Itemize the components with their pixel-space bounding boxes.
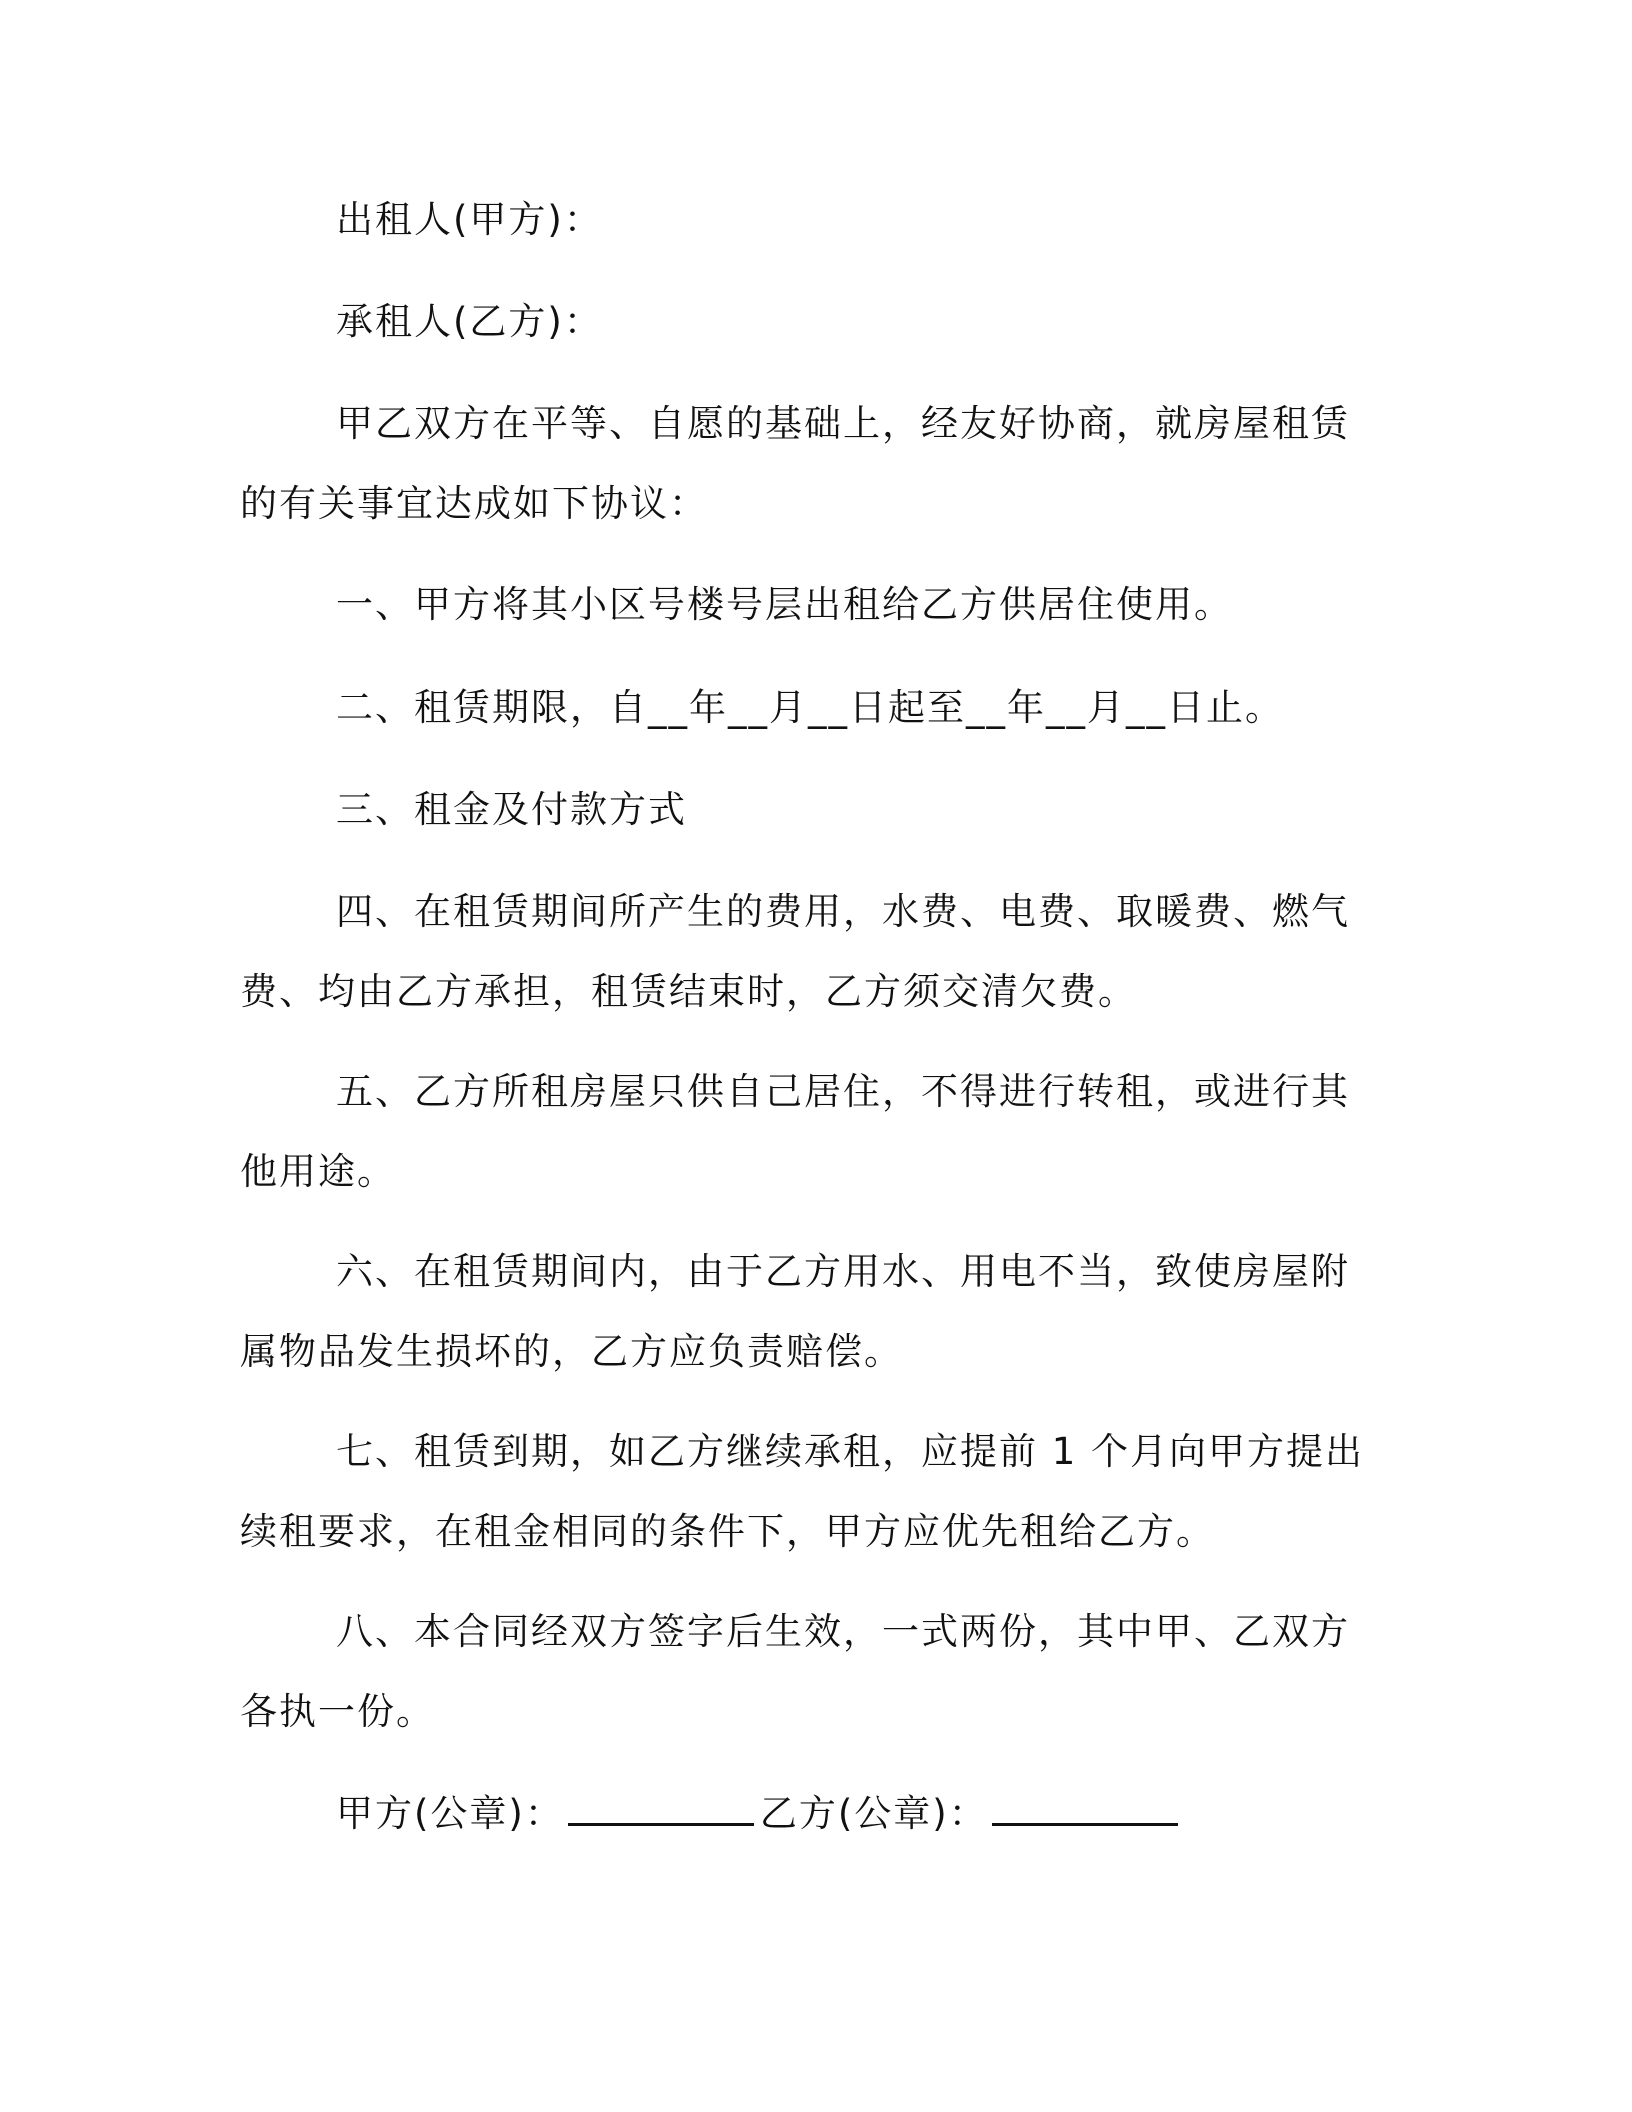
party-b-signature-blank[interactable] [992, 1793, 1178, 1826]
clause-1: 一、甲方将其小区号楼号层出租给乙方供居住使用。 [336, 583, 1233, 626]
clause-8: 八、本合同经双方签字后生效，一式两份，其中甲、乙双方各执一份。 [240, 1610, 1350, 1733]
clause-2: 二、租赁期限，自__年__月__日起至__年__月__日止。 [336, 686, 1284, 729]
lessee-line: 承租人(乙方)： [336, 300, 603, 343]
party-a-seal-label: 甲方(公章)： [336, 1792, 564, 1835]
clause-5: 五、乙方所租房屋只供自己居住，不得进行转租，或进行其他用途。 [240, 1070, 1350, 1193]
intro-paragraph: 甲乙双方在平等、自愿的基础上，经友好协商，就房屋租赁的有关事宜达成如下协议： [240, 402, 1350, 525]
clause-3: 三、租金及付款方式 [336, 788, 687, 831]
signature-line [240, 1774, 1380, 1854]
party-a-signature-blank[interactable] [568, 1793, 754, 1826]
clause-4: 四、在租赁期间所产生的费用，水费、电费、取暖费、燃气费、均由乙方承担，租赁结束时，乙方须交清欠费。 [240, 890, 1350, 1013]
clause-6: 六、在租赁期间内，由于乙方用水、用电不当，致使房屋附属物品发生损坏的，乙方应负责赔偿。 [240, 1250, 1350, 1373]
clause-7: 七、租赁到期，如乙方继续承租，应提前 1 个月向甲方提出续租要求，在租金相同的条件下，甲方应优先租给乙方。 [240, 1430, 1365, 1553]
party-b-seal-label: 乙方(公章)： [759, 1792, 988, 1835]
lessor-line: 出租人(甲方)： [336, 198, 603, 241]
